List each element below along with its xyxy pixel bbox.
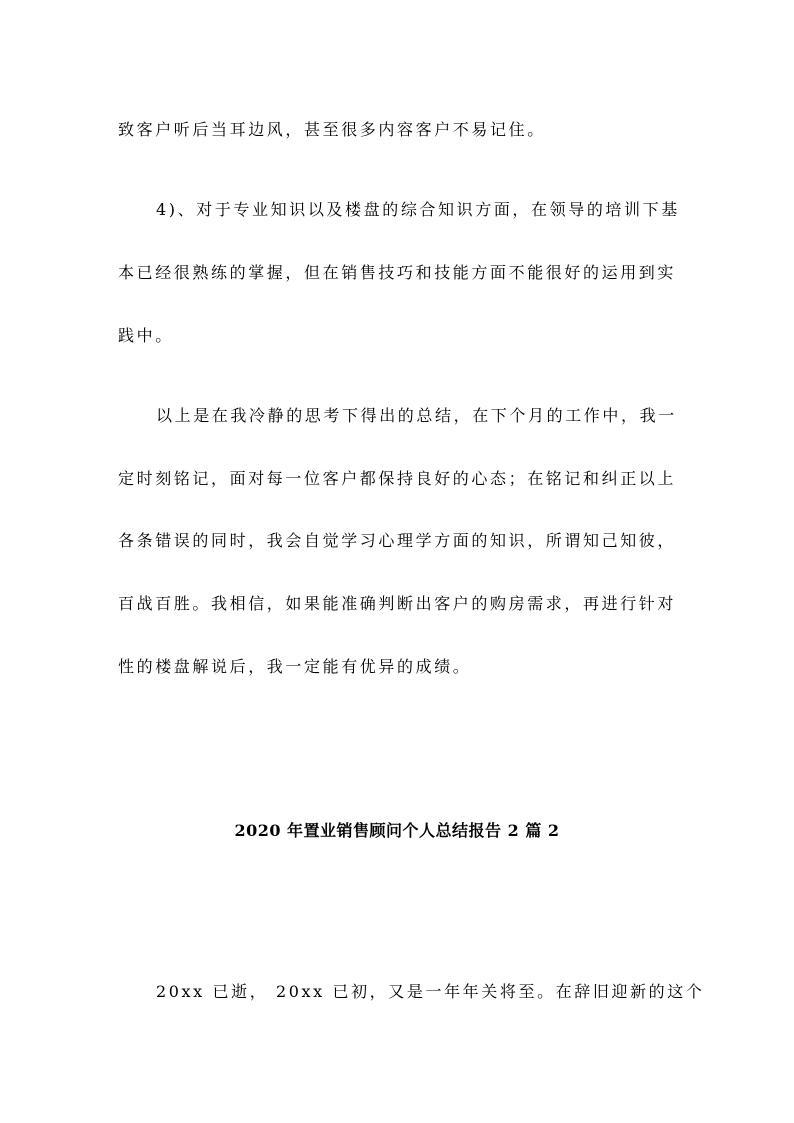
paragraph-3-line-5: 性的楼盘解说后，我一定能有优异的成绩。 <box>118 657 472 676</box>
paragraph-3-line-2: 定时刻铭记，面对每一位客户都保持良好的心态；在铭记和纠正以上 <box>118 469 677 488</box>
paragraph-2-line-3: 践中。 <box>118 326 174 345</box>
paragraph-1-line-1: 致客户听后当耳边风，甚至很多内容客户不易记住。 <box>118 120 546 139</box>
closing-paragraph-line-1: 20xx 已逝， 20xx 已初，又是一年年关将至。在辞旧迎新的这个 <box>156 982 705 1001</box>
paragraph-2-line-1: 4)、对于专业知识以及楼盘的综合知识方面，在领导的培训下基 <box>156 200 680 219</box>
paragraph-3-line-1: 以上是在我冷静的思考下得出的总结，在下个月的工作中，我一 <box>156 406 677 425</box>
section-title: 2020 年置业销售顾问个人总结报告 2 篇 2 <box>234 821 560 840</box>
paragraph-2-line-2: 本已经很熟练的掌握，但在销售技巧和技能方面不能很好的运用到实 <box>118 263 677 282</box>
paragraph-3-line-3: 各条错误的同时，我会自觉学习心理学方面的知识，所谓知己知彼， <box>118 531 677 550</box>
paragraph-3-line-4: 百战百胜。我相信，如果能准确判断出客户的购房需求，再进行针对 <box>118 594 677 613</box>
